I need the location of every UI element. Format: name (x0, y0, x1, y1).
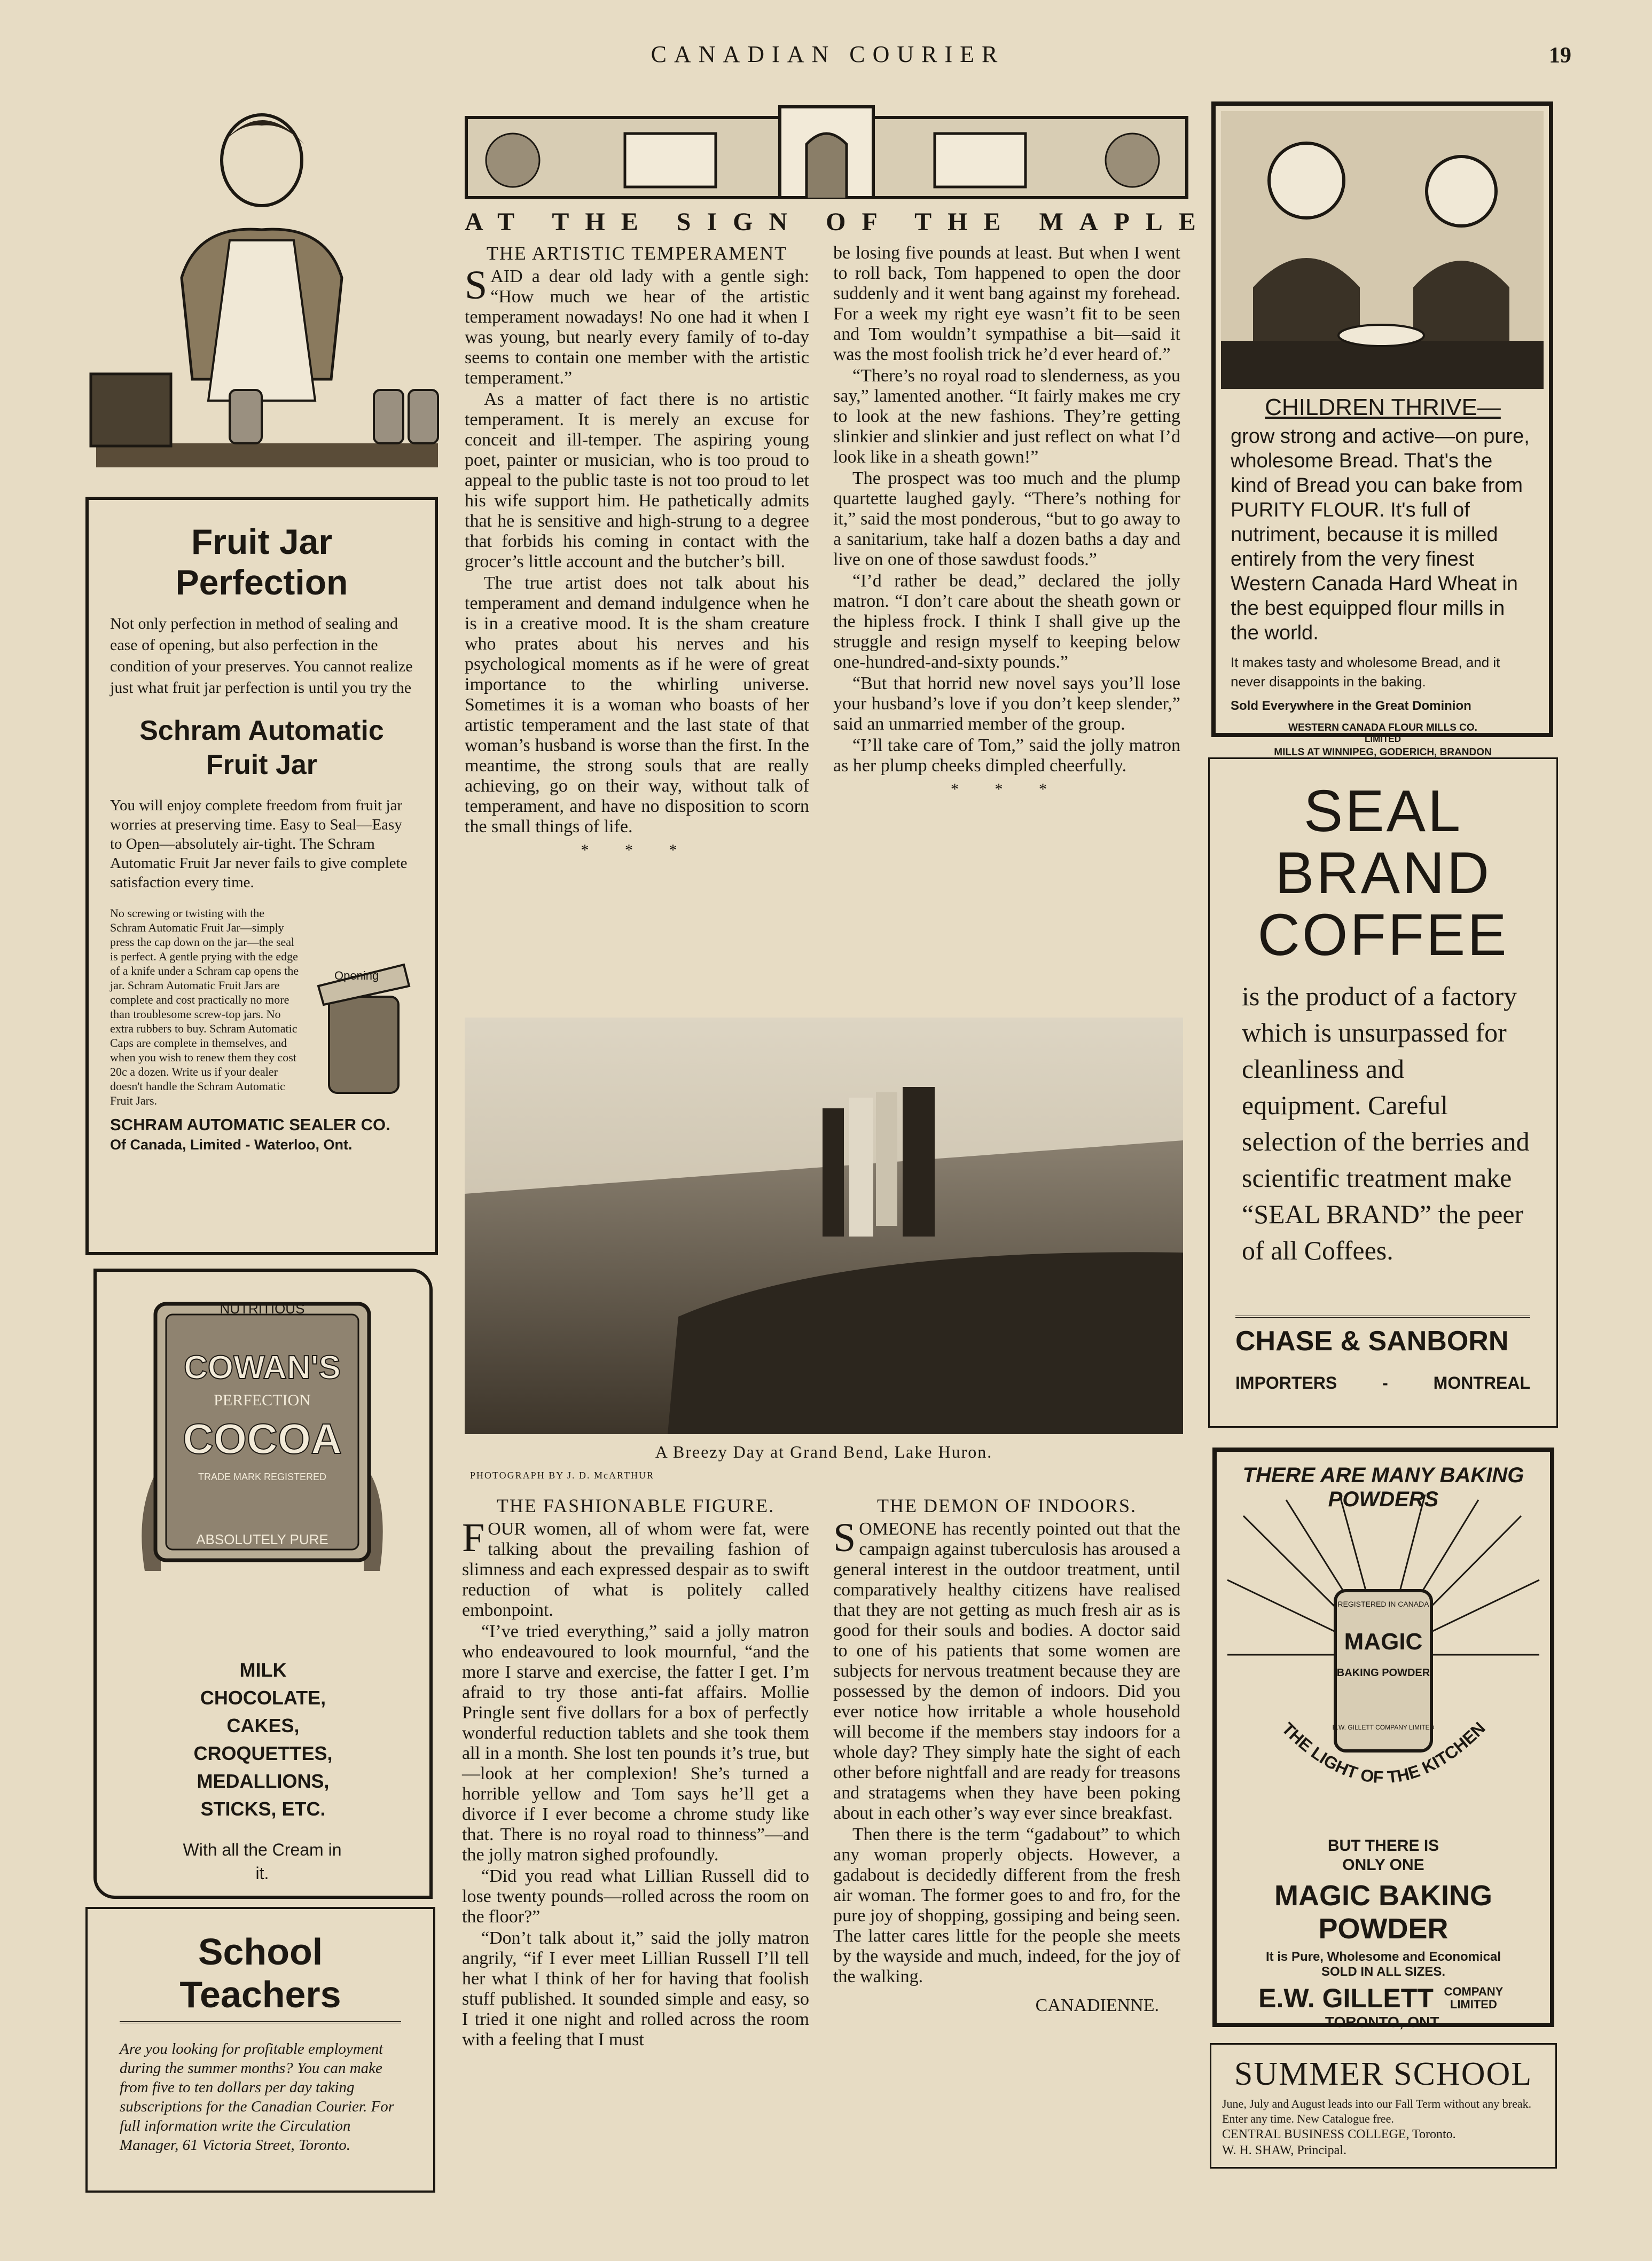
school-teachers-headline: School Teachers (120, 1930, 401, 2023)
purity-company: WESTERN CANADA FLOUR MILLS CO. (1288, 722, 1477, 733)
cocoa-tagline: With all the Cream in it. (183, 1840, 342, 1883)
article-paragraph: “Don’t talk about it,” said the jolly matron angrily, “if I ever meet Lillian Russell I’ll tell her what I think of her for having that foolish stuff published. It sounded simple and easy, so I tried it one night and rolled across the room with a feeling that I must (462, 1928, 809, 2049)
seal-rule (1235, 1316, 1530, 1318)
demon-of-indoors-title: THE DEMON OF INDOORS. (876, 1495, 1137, 1516)
magic-city: TORONTO, ONT. (1325, 2014, 1442, 2030)
opening-label: Opening (334, 969, 379, 982)
fruit-jar-body: You will enjoy complete freedom from fruit jar worries at preserving time. Easy to Seal—Easy to Open—absolutely air-tight. The Schram Automatic Fruit Jar never fails to give complete satisfaction every time. (110, 797, 408, 891)
article-paragraph: AID a dear old lady with a gentle sigh: “How much we hear of the artistic temperament nowadays! No one had it when I was young, but nearly every family of to-day seems to contain one member with the artistic temperament.” (465, 267, 809, 388)
section-separator: * * * (581, 841, 693, 859)
cocoa-list-item: STICKS, ETC. (200, 1798, 326, 1820)
school-teachers-body: Are you looking for profitable employment during the summer months? You can make from five to ten dollars per day taking subscriptions for the Canadian Courier. For full information write the Circulation Manager, 61 Victoria Street, Toronto. (120, 2040, 394, 2154)
article-paragraph: OUR women, all of whom were fat, were talking about the prevailing fashion of slimness and each expressed despair as to swift reduction of what is politely called embonpoint. (462, 1519, 809, 1620)
summer-school-ad (1210, 2043, 1557, 2169)
seal-footer (1235, 1373, 1530, 1393)
magic-headline: THERE ARE MANY BAKING POWDERS (1242, 1464, 1524, 1511)
article-paragraph: “I’d rather be dead,” declared the jolly matron. “I don’t care about the sheath gown or the hipless frock. I think I shall give up the struggle and resign myself to keeping below one-hundred-and-sixty pounds.” (833, 571, 1180, 672)
fruit-jar-small-print: No screwing or twisting with the Schram Automatic Fruit Jar—simply press the cap down on the jar—the seal is perfect. A gentle prying with the edge of a knife under a Schram cap opens the jar. Schram Automatic Fruit Jars are complete and cost practically no more than troublesome screw-top jars. No extra rubbers to buy. Schram Automatic Caps are complete in themselves, and when you wish to renew them they cost 20c a dozen. Write us if your dealer doesn't handle the Schram Automatic Fruit Jars. (110, 906, 299, 1107)
article-paragraph: “There’s no royal road to slenderness, as you say,” lamented another. “It fairly makes me cry to look at the new fashions. They’re getting slinkier and slinkier and just reflect on what I’d look like in a sheath gown!” (833, 366, 1180, 467)
fruit-jar-ad (80, 101, 443, 1261)
magic-can-top: REGISTERED IN CANADA (1337, 1600, 1429, 1608)
cocoa-tin-bottom: ABSOLUTELY PURE (196, 1531, 328, 1547)
cocoa-list-item: MEDALLIONS, (197, 1770, 330, 1792)
sign-header: AT THE SIGN OF THE MAPLE (465, 208, 1212, 236)
artistic-temperament-title: THE ARTISTIC TEMPERAMENT (486, 242, 788, 264)
cocoa-tin-illustration (129, 1293, 396, 1592)
section-separator: * * * (951, 780, 1063, 798)
fruit-jar-headline: Fruit Jar Perfection (175, 522, 348, 602)
children-eating-illustration (1221, 111, 1544, 389)
seal-title-line: BRAND (1274, 840, 1492, 906)
jar-opening-illustration (308, 954, 420, 1104)
masthead-title: CANADIAN COURIER (651, 41, 1005, 67)
article-paragraph: “I’ll take care of Tom,” said the jolly matron as her plump cheeks dimpled cheerfully. (833, 736, 1180, 776)
summer-school-body: June, July and August leads into our Fall Term without any break. Enter any time. New Catalogue free. (1222, 2097, 1532, 2125)
cocoa-list (97, 1656, 429, 1823)
photo-caption: A Breezy Day at Grand Bend, Lake Huron. (655, 1442, 993, 1461)
fruit-jar-intro: Not only perfection in method of sealing and ease of opening, but also perfection in the condition of your preserves. You cannot realize just what fruit jar perfection is until you try the (110, 615, 413, 697)
purity-text (1231, 394, 1535, 758)
seal-title-line: COFFEE (1257, 902, 1509, 968)
dropcap: S (465, 263, 488, 308)
cocoa-list-item: CAKES, (226, 1715, 300, 1736)
article-paragraph: The true artist does not talk about his temperament and demand indulgence when he is in a creative mood. It is the sham creature who prates about his nerves and his psychological moments as if he were of great importance to the whirling universe. Sometimes it is a woman who boasts of her artistic temperament and the last state of that woman’s husband is worse than the first. In the meantime, the strong souls that are really achieving, go on their way, without talk of temperament, and have no disposition to scorn the small things of life. (465, 573, 809, 836)
purity-mills: MILLS AT WINNIPEG, GODERICH, BRANDON (1274, 747, 1492, 758)
seal-brand-coffee-ad (1208, 757, 1558, 1428)
photo-credit: PHOTOGRAPH BY J. D. McARTHUR (470, 1470, 654, 1481)
magic-sold: SOLD IN ALL SIZES. (1321, 1965, 1446, 1979)
woman-preserving-illustration (80, 101, 443, 507)
magic-baking-powder-ad (1212, 1448, 1554, 2030)
cocoa-brand: COWAN'S (184, 1349, 341, 1386)
summer-school-principal: W. H. SHAW, Principal. (1222, 2143, 1346, 2157)
dropcap: F (462, 1515, 485, 1560)
seal-dash: - (1382, 1373, 1388, 1392)
summer-school-college: CENTRAL BUSINESS COLLEGE, Toronto. (1222, 2127, 1456, 2141)
article-paragraph: OMEONE has recently pointed out that the campaign against tuberculosis has aroused a general interest in the outdoor treatment, until comparatively healthy citizens have realised that they are not getting as much fresh air as is good for their souls and bodies. A doctor said to one of his patients that some women are subjects for nervous treatment because they are possessed by the demon of indoors. Did you ever notice how irritable a whole household will become if the members stay indoors for a whole day? They simply hate the sight of each other before nightfall and are ready for treasons and stratagems when they have been poking about in each other’s way ever since breakfast. (833, 1519, 1180, 1823)
article-paragraph: Then there is the term “gadabout” to which any woman properly objects. However, a gadabout is decidedly different from the fresh air woman. The former goes to and fro, for the pure joy of shopping, gossiping and being seen. The latter cares little for the people she meets by the wayside and much, indeed, for the joy of the walking. (833, 1825, 1180, 1986)
schram-address: Of Canada, Limited - Waterloo, Ont. (110, 1137, 353, 1153)
cocoa-list-item: MILK (239, 1659, 287, 1681)
magic-text (1217, 1836, 1550, 2031)
seal-title-line: SEAL (1303, 778, 1463, 844)
purity-headline: CHILDREN THRIVE— (1265, 394, 1501, 420)
article-paragraph: “But that horrid new novel says you’ll lose your husband’s love if you don’t keep slender,” said an unmarried member of the group. (833, 674, 1180, 734)
article-paragraph: “Did you read what Lillian Russell did to lose twenty pounds—rolled across the room on the floor?” (462, 1866, 809, 1927)
magic-can-maker: E.W. GILLETT COMPANY LIMITED (1332, 1724, 1435, 1731)
grand-bend-photo (465, 1018, 1183, 1434)
demon-of-indoors-article (833, 1496, 1180, 2016)
seal-importers: IMPORTERS (1235, 1373, 1337, 1392)
seal-brand-body: is the product of a factory which is unsurpassed for cleanliness and equipment. Careful selection of the berries and scientific treatment make “SEAL BRAND” the peer of all Coffees. (1242, 981, 1530, 1265)
fashionable-figure-article (462, 1496, 809, 2051)
dropcap: S (833, 1515, 856, 1560)
purity-sold: Sold Everywhere in the Great Dominion (1231, 699, 1471, 713)
magic-but: BUT THERE IS ONLY ONE (1327, 1837, 1439, 1874)
cocoa-list-item: CHOCOLATE, (200, 1687, 326, 1709)
artistic-temperament-col2 (833, 243, 1180, 800)
article-paragraph: “I’ve tried everything,” said a jolly matron who endeavoured to look mournful, “and the more I starve and exercise, the fatter I get. I’m afraid to try those anti-fat affairs. Mollie Pringle sent five dollars for a box of perfectly wonderful reduction tablets and she took them all in a month. She lost ten pounds it’s true, but—look at her complexion! She’s turned a horrible yellow and Tom says he’ll get a divorce if I ever become a chrome study like that. There is no royal road to thinness”—and the jolly matron sighed profoundly. (462, 1622, 809, 1865)
cowans-cocoa-ad (93, 1269, 433, 1899)
fashionable-figure-title: THE FASHIONABLE FIGURE. (496, 1495, 775, 1516)
seal-brand-title (1210, 780, 1556, 966)
magic-can-illustration (1222, 1495, 1545, 1826)
purity-tasty: It makes tasty and wholesome Bread, and it never disappoints in the baking. (1231, 654, 1500, 690)
purity-flour-ad (1211, 101, 1553, 758)
magic-pure: It is Pure, Wholesome and Economical (1265, 1950, 1501, 1964)
cocoa-list-item: CROQUETTES, (193, 1742, 333, 1764)
fruit-jar-ad-frame (85, 497, 438, 1255)
magic-can-brand: MAGIC (1344, 1629, 1423, 1655)
artistic-temperament-col1 (465, 243, 809, 860)
chase-sanborn: CHASE & SANBORN (1235, 1326, 1509, 1357)
article-paragraph: As a matter of fact there is no artistic temperament. It is merely an excuse for conceit and ill-temper. The aspiring young poet, painter or musician, who is too proud to appeal to the public taste is not too proud to let his wife support him. He pathetically admits that he is sensitive and high-strung to a degree that forbids his coming in contact with the grocer’s little account and the butcher’s bill. (465, 389, 809, 572)
article-paragraph: be losing five pounds at least. But when I went to roll back, Tom happened to open the door suddenly and it went bang against my forehead. For a week my right eye wasn’t fit to be seen and Tom wouldn’t sympathise a bit—said it was the most foolish trick he’d ever heard of.” (833, 243, 1180, 364)
purity-limited: LIMITED (1365, 734, 1401, 744)
gillett-suffix: COMPANY LIMITED (1444, 1985, 1504, 2011)
school-teachers-ad (85, 1907, 435, 2193)
magic-name: MAGIC BAKING POWDER (1274, 1880, 1492, 1945)
page-number: 19 (1549, 43, 1571, 68)
cocoa-tin-top: NUTRITIOUS (220, 1301, 305, 1317)
maple-sign-banner (465, 101, 1188, 203)
schram-company: SCHRAM AUTOMATIC SEALER CO. (110, 1115, 390, 1134)
fruit-jar-product: Schram Automatic Fruit Jar (139, 715, 384, 780)
gillett-company: E.W. GILLETT (1258, 1983, 1434, 2013)
article-paragraph: The prospect was too much and the plump quartette laughed gayly. “There’s nothing for it,” said the most ponderous, “but to go away to a sanitarium, take half a dozen baths a day and live on one of those sawdust foods.” (833, 468, 1180, 569)
cocoa-trademark: TRADE MARK REGISTERED (198, 1472, 327, 1482)
magic-arc-text: THE LIGHT OF THE KITCHEN (1278, 1718, 1489, 1787)
cocoa-sub: PERFECTION (214, 1391, 311, 1409)
article-signature: CANADIENNE. (1035, 1996, 1159, 2015)
cocoa-product: COCOA (183, 1415, 342, 1462)
seal-city: MONTREAL (1433, 1373, 1530, 1392)
magic-can-sub: BAKING POWDER (1336, 1667, 1430, 1679)
figures-on-rocks (823, 1087, 935, 1237)
summer-school-headline: SUMMER SCHOOL (1234, 2056, 1533, 2092)
purity-body: grow strong and active—on pure, wholesome Bread. That's the kind of Bread you can bake from PURITY FLOUR. It's full of nutriment, because it is milled entirely from the very finest Western Canada Hard Wheat in the best equipped flour mills in the world. (1231, 425, 1530, 644)
